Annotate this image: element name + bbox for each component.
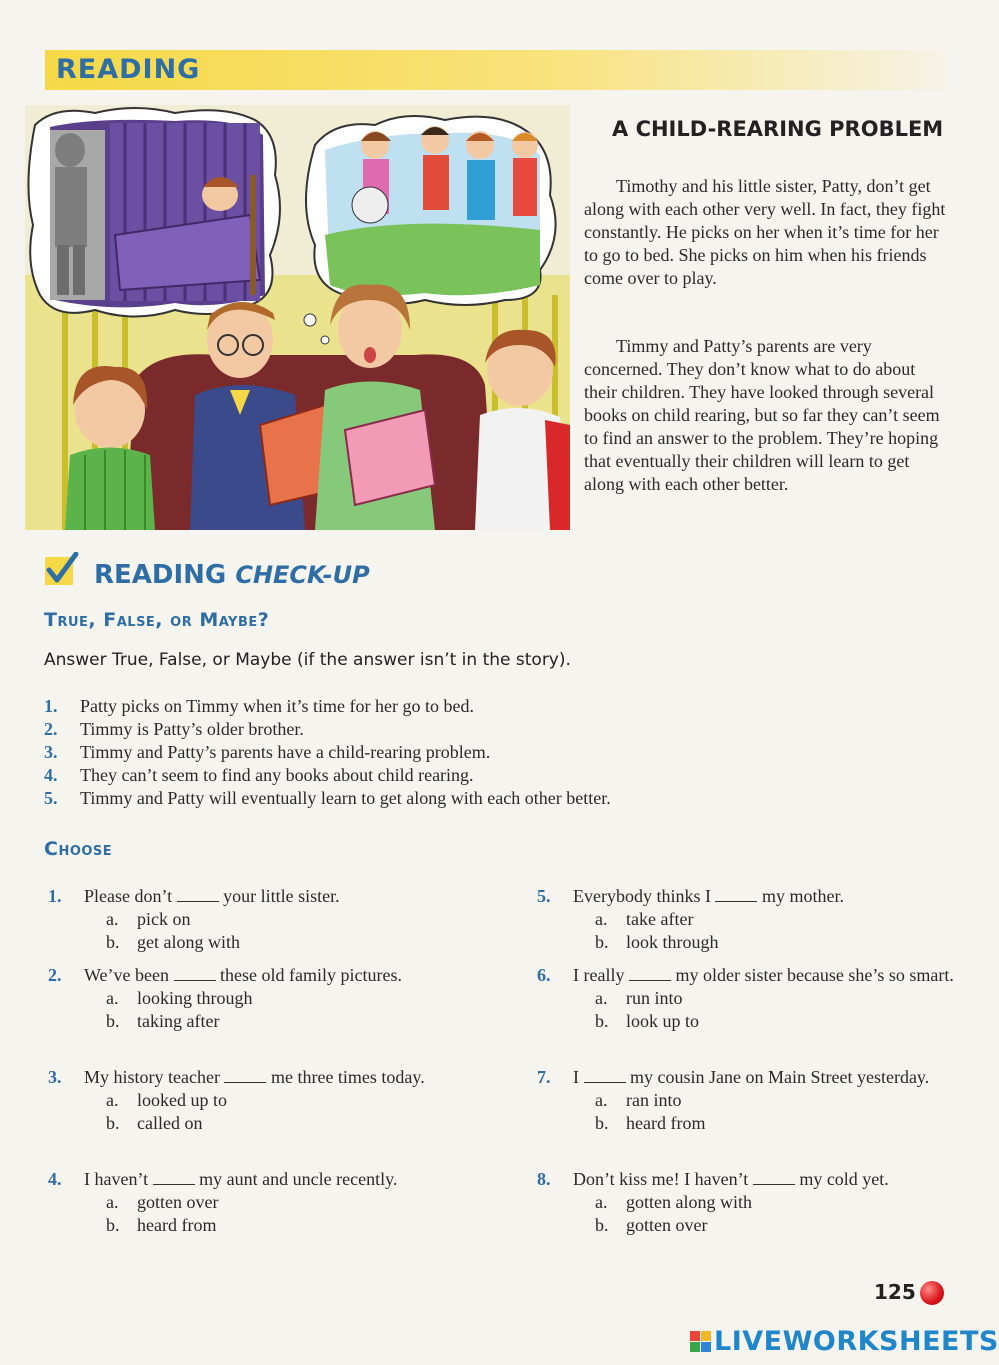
- checkup-title-italic: CHECK-UP: [235, 561, 370, 589]
- question-stem: [573, 964, 957, 987]
- option-text: look up to: [626, 1011, 700, 1031]
- item-number: 1.: [44, 696, 58, 716]
- question-number: 3.: [48, 1067, 62, 1087]
- question-stem: [84, 964, 468, 987]
- option-text: pick on: [137, 909, 191, 929]
- answer-blank[interactable]: [753, 1169, 795, 1185]
- answer-blank[interactable]: [584, 1067, 626, 1083]
- question-number: 4.: [48, 1169, 62, 1189]
- story-title: A CHILD-REARING PROBLEM: [612, 117, 944, 141]
- answer-blank[interactable]: [177, 886, 219, 902]
- question-number: 1.: [48, 886, 62, 906]
- option-a[interactable]: [595, 987, 957, 1010]
- stem-before: We’ve been: [84, 965, 169, 985]
- stem-before: Please don’t: [84, 886, 173, 906]
- option-letter: b.: [106, 932, 120, 952]
- stem-before: My history teacher: [84, 1067, 220, 1087]
- item-text: Timmy is Patty’s older brother.: [80, 719, 304, 739]
- option-text: heard from: [626, 1113, 706, 1133]
- red-dot-icon: [920, 1281, 944, 1305]
- stem-before: I haven’t: [84, 1169, 149, 1189]
- option-text: look through: [626, 932, 719, 952]
- option-letter: a.: [106, 1192, 119, 1212]
- answer-blank[interactable]: [224, 1067, 266, 1083]
- stem-before: Don’t kiss me! I haven’t: [573, 1169, 749, 1189]
- checkup-title: [94, 560, 370, 590]
- option-letter: b.: [595, 1215, 609, 1235]
- story-paragraph-1: Timothy and his little sister, Patty, don’t get along with each other very well. In fact, they fight constantly. He picks on her when it’s time for her to go to bed. She picks on him when his friends come over to play.: [584, 176, 946, 288]
- stem-after: these old family pictures.: [220, 965, 402, 985]
- section-title: READING: [56, 54, 201, 85]
- option-letter: a.: [595, 1192, 608, 1212]
- option-b[interactable]: [106, 1214, 468, 1237]
- option-text: gotten over: [626, 1215, 708, 1235]
- question-number: 8.: [537, 1169, 551, 1189]
- item-number: 5.: [44, 788, 58, 808]
- option-letter: a.: [595, 988, 608, 1008]
- option-text: called on: [137, 1113, 203, 1133]
- question-stem: [84, 1168, 468, 1191]
- option-text: looked up to: [137, 1090, 227, 1110]
- page-number: 125: [874, 1280, 916, 1304]
- choose-question: [537, 1066, 957, 1135]
- option-text: ran into: [626, 1090, 682, 1110]
- story-paragraph-2: Timmy and Patty’s parents are very concerned. They don’t know what to do about their children. They have looked through several books on child rearing, but so far they can’t seem to find an answer to the problem. They’re hoping that eventually their children will learn to get along with each other better.: [584, 336, 940, 494]
- tfm-item: [44, 764, 611, 787]
- liveworksheets-brand: LIVEWORKSHEETS: [714, 1326, 999, 1357]
- item-text: Patty picks on Timmy when it’s time for her go to bed.: [80, 696, 474, 716]
- item-text: They can’t seem to find any books about child rearing.: [80, 765, 474, 785]
- option-b[interactable]: [595, 931, 957, 954]
- tfm-heading: True, False, or Maybe?: [44, 609, 270, 631]
- question-stem: [573, 1066, 957, 1089]
- option-b[interactable]: [106, 1010, 468, 1033]
- option-letter: a.: [106, 988, 119, 1008]
- tfm-item: [44, 741, 611, 764]
- tfm-instructions: Answer True, False, or Maybe (if the answer isn’t in the story).: [44, 650, 571, 670]
- choose-question: [48, 1066, 468, 1135]
- option-a[interactable]: [595, 1089, 957, 1112]
- option-a[interactable]: [106, 908, 468, 931]
- choose-question: [48, 1168, 468, 1237]
- option-b[interactable]: [595, 1214, 957, 1237]
- choose-question: [48, 885, 468, 954]
- choose-question: [537, 1168, 957, 1237]
- question-stem: [573, 885, 957, 908]
- option-a[interactable]: [595, 1191, 957, 1214]
- option-a[interactable]: [106, 987, 468, 1010]
- option-letter: b.: [595, 1113, 609, 1133]
- stem-before: I really: [573, 965, 625, 985]
- option-text: looking through: [137, 988, 253, 1008]
- option-letter: b.: [595, 1011, 609, 1031]
- option-text: taking after: [137, 1011, 220, 1031]
- option-text: get along with: [137, 932, 240, 952]
- option-a[interactable]: [106, 1191, 468, 1214]
- option-b[interactable]: [595, 1010, 957, 1033]
- option-letter: a.: [106, 909, 119, 929]
- checkmark-icon: [44, 552, 80, 593]
- stem-after: my cold yet.: [799, 1169, 889, 1189]
- item-text: Timmy and Patty’s parents have a child-rearing problem.: [80, 742, 491, 762]
- option-text: gotten over: [137, 1192, 219, 1212]
- option-a[interactable]: [595, 908, 957, 931]
- stem-before: I: [573, 1067, 579, 1087]
- question-number: 2.: [48, 965, 62, 985]
- choose-question: [48, 964, 468, 1033]
- option-letter: a.: [595, 909, 608, 929]
- stem-after: my mother.: [761, 886, 844, 906]
- choose-question: [537, 885, 957, 954]
- tfm-list: [44, 695, 611, 810]
- answer-blank[interactable]: [629, 965, 671, 981]
- answer-blank[interactable]: [153, 1169, 195, 1185]
- family-illustration: [25, 105, 570, 530]
- stem-after: me three times today.: [270, 1067, 425, 1087]
- option-letter: b.: [106, 1113, 120, 1133]
- stem-after: my aunt and uncle recently.: [199, 1169, 398, 1189]
- item-number: 4.: [44, 765, 58, 785]
- option-b[interactable]: [106, 1112, 468, 1135]
- question-number: 6.: [537, 965, 551, 985]
- answer-blank[interactable]: [174, 965, 216, 981]
- option-text: heard from: [137, 1215, 217, 1235]
- stem-after: my older sister because she’s so smart.: [675, 965, 954, 985]
- stem-before: Everybody thinks I: [573, 886, 711, 906]
- option-letter: b.: [106, 1011, 120, 1031]
- option-text: take after: [626, 909, 694, 929]
- checkup-title-word: READING: [94, 560, 227, 590]
- option-letter: b.: [595, 932, 609, 952]
- stem-after: my cousin Jane on Main Street yesterday.: [630, 1067, 930, 1087]
- option-b[interactable]: [595, 1112, 957, 1135]
- tfm-item: [44, 695, 611, 718]
- option-letter: a.: [595, 1090, 608, 1110]
- option-letter: b.: [106, 1215, 120, 1235]
- question-stem: [84, 1066, 468, 1089]
- liveworksheets-logo-icon: [690, 1331, 712, 1353]
- item-number: 2.: [44, 719, 58, 739]
- answer-blank[interactable]: [715, 886, 757, 902]
- choose-heading: Choose: [44, 838, 113, 860]
- option-b[interactable]: [106, 931, 468, 954]
- tfm-item: [44, 787, 611, 810]
- question-stem: [573, 1168, 957, 1191]
- question-number: 5.: [537, 886, 551, 906]
- option-letter: a.: [106, 1090, 119, 1110]
- item-text: Timmy and Patty will eventually learn to get along with each other better.: [80, 788, 611, 808]
- item-number: 3.: [44, 742, 58, 762]
- question-number: 7.: [537, 1067, 551, 1087]
- stem-after: your little sister.: [223, 886, 340, 906]
- option-text: gotten along with: [626, 1192, 752, 1212]
- choose-question: [537, 964, 957, 1033]
- option-text: run into: [626, 988, 683, 1008]
- tfm-item: [44, 718, 611, 741]
- question-stem: [84, 885, 468, 908]
- option-a[interactable]: [106, 1089, 468, 1112]
